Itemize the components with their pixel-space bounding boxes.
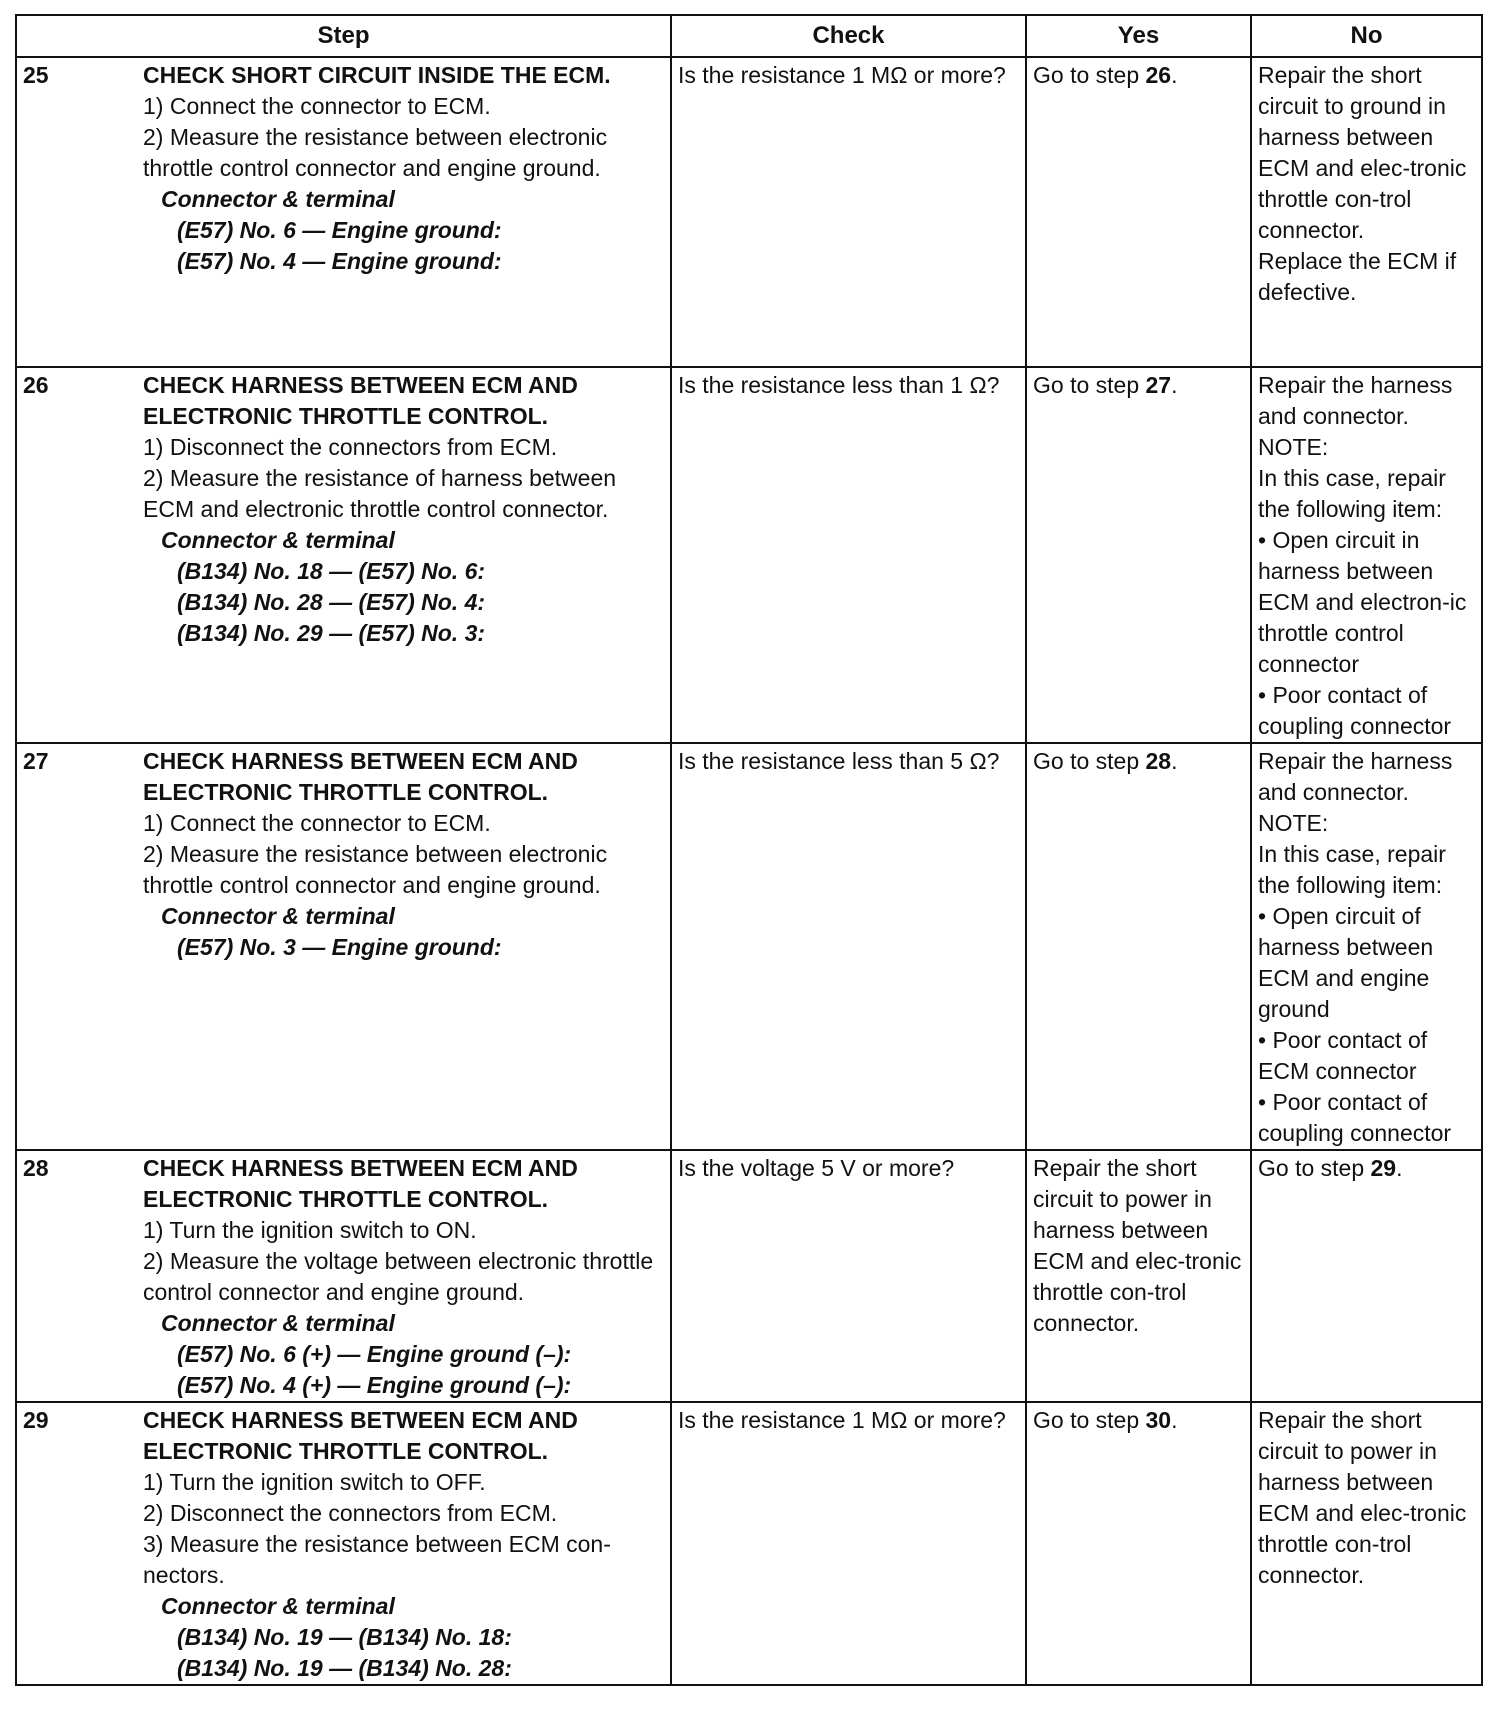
step-instruction: 1) Connect the connector to ECM. — [143, 810, 491, 836]
step-body — [143, 60, 664, 277]
check-cell: Is the resistance less than 5 Ω? — [671, 743, 1026, 1150]
step-number: 29 — [23, 1407, 49, 1433]
step-instruction: 1) Turn the ignition switch to ON. — [143, 1217, 477, 1243]
check-cell: Is the resistance 1 MΩ or more? — [671, 1402, 1026, 1685]
header-step: Step — [16, 15, 671, 57]
step-instruction: 3) Measure the resistance between ECM con-nectors. — [143, 1531, 611, 1588]
step-body — [143, 370, 664, 649]
no-action-line: • Poor contact of coupling connector — [1258, 682, 1452, 739]
connector-terminal-heading: Connector & terminal — [161, 1593, 395, 1619]
connector-terminal-heading: Connector & terminal — [161, 903, 395, 929]
connector-terminal-heading: Connector & terminal — [161, 527, 395, 553]
no-action-line: • Poor contact of ECM connector — [1258, 1027, 1428, 1084]
header-no: No — [1251, 15, 1482, 57]
no-action-line: Repair the short circuit to power in harness between ECM and elec-tronic throttle con-trol connector. — [1258, 1407, 1467, 1588]
step-cell — [16, 367, 671, 743]
step-wrap — [23, 60, 664, 277]
connector-terminal-item: (B134) No. 19 — (B134) No. 28: — [177, 1655, 512, 1681]
step-instruction: 1) Connect the connector to ECM. — [143, 93, 491, 119]
step-body — [143, 1153, 664, 1401]
no-cell — [1251, 367, 1482, 743]
step-instruction: 2) Measure the resistance of harness between ECM and electronic throttle control connector. — [143, 465, 617, 522]
yes-step-number: 30 — [1145, 1407, 1172, 1433]
no-action-line: Repair the harness and connector. — [1258, 748, 1453, 805]
connector-terminal-item: (B134) No. 19 — (B134) No. 18: — [177, 1624, 512, 1650]
no-cell — [1251, 743, 1482, 1150]
check-cell: Is the resistance less than 1 Ω? — [671, 367, 1026, 743]
step-title: ELECTRONIC THROTTLE CONTROL. — [143, 1438, 549, 1464]
step-number: 26 — [23, 372, 49, 398]
step-number: 27 — [23, 748, 49, 774]
connector-terminal-item: (E57) No. 6 — Engine ground: — [177, 217, 502, 243]
check-cell: Is the resistance 1 MΩ or more? — [671, 57, 1026, 367]
step-instruction: 2) Measure the resistance between electronic throttle control connector and engine ground. — [143, 841, 608, 898]
connector-terminal-item: (E57) No. 6 (+) — Engine ground (–): — [177, 1341, 572, 1367]
no-action-line: NOTE: — [1258, 434, 1329, 460]
step-wrap — [23, 370, 664, 649]
step-title: CHECK HARNESS BETWEEN ECM AND — [143, 748, 578, 774]
step-instruction: 2) Measure the resistance between electronic throttle control connector and engine ground. — [143, 124, 608, 181]
step-instruction: 1) Turn the ignition switch to OFF. — [143, 1469, 486, 1495]
step-number: 28 — [23, 1155, 49, 1181]
table-row — [16, 1402, 1482, 1685]
table-row — [16, 367, 1482, 743]
connector-terminal-item: (E57) No. 4 — Engine ground: — [177, 248, 502, 274]
yes-cell: Go to step 28. — [1026, 743, 1251, 1150]
step-cell — [16, 743, 671, 1150]
header-row — [16, 15, 1482, 57]
diagnostic-table — [15, 14, 1483, 1686]
step-wrap — [23, 1153, 664, 1401]
connector-terminal-heading: Connector & terminal — [161, 186, 395, 212]
step-wrap — [23, 1405, 664, 1684]
connector-terminal-item: (B134) No. 29 — (E57) No. 3: — [177, 620, 486, 646]
yes-cell: Go to step 26. — [1026, 57, 1251, 367]
no-cell — [1251, 1402, 1482, 1685]
step-body — [143, 1405, 664, 1684]
step-instruction: 2) Disconnect the connectors from ECM. — [143, 1500, 558, 1526]
step-title: CHECK HARNESS BETWEEN ECM AND — [143, 1155, 578, 1181]
step-title: CHECK HARNESS BETWEEN ECM AND — [143, 1407, 578, 1433]
header-yes: Yes — [1026, 15, 1251, 57]
table-row — [16, 57, 1482, 367]
step-title: CHECK SHORT CIRCUIT INSIDE THE ECM. — [143, 62, 611, 88]
step-title: ELECTRONIC THROTTLE CONTROL. — [143, 1186, 549, 1212]
step-instruction: 2) Measure the voltage between electronic throttle control connector and engine ground. — [143, 1248, 654, 1305]
step-number: 25 — [23, 62, 49, 88]
no-action-line: • Open circuit in harness between ECM and electron-ic throttle control connector — [1258, 527, 1467, 677]
step-body — [143, 746, 664, 963]
yes-step-number: 26 — [1145, 62, 1172, 88]
table-row — [16, 1150, 1482, 1402]
step-instruction: 1) Disconnect the connectors from ECM. — [143, 434, 558, 460]
connector-terminal-item: (E57) No. 4 (+) — Engine ground (–): — [177, 1372, 572, 1398]
no-cell: Go to step 29. — [1251, 1150, 1482, 1402]
no-action-line: Repair the harness and connector. — [1258, 372, 1453, 429]
yes-cell: Go to step 27. — [1026, 367, 1251, 743]
table-row — [16, 743, 1482, 1150]
no-action-line: NOTE: — [1258, 810, 1329, 836]
no-action-line: In this case, repair the following item: — [1258, 841, 1446, 898]
connector-terminal-item: (B134) No. 18 — (E57) No. 6: — [177, 558, 486, 584]
header-check: Check — [671, 15, 1026, 57]
step-title: CHECK HARNESS BETWEEN ECM AND — [143, 372, 578, 398]
yes-step-number: 27 — [1145, 372, 1172, 398]
no-action-line: • Open circuit of harness between ECM and engine ground — [1258, 903, 1434, 1022]
yes-cell: Go to step 30. — [1026, 1402, 1251, 1685]
connector-terminal-heading: Connector & terminal — [161, 1310, 395, 1336]
step-wrap — [23, 746, 664, 963]
check-cell: Is the voltage 5 V or more? — [671, 1150, 1026, 1402]
step-title: ELECTRONIC THROTTLE CONTROL. — [143, 779, 549, 805]
step-cell — [16, 1150, 671, 1402]
no-action-line: Repair the short circuit to ground in harness between ECM and elec-tronic throttle con-trol connector. — [1258, 62, 1467, 243]
no-action-line: Replace the ECM if defective. — [1258, 248, 1457, 305]
no-step-number: 29 — [1370, 1155, 1397, 1181]
yes-cell: Repair the short circuit to power in harness between ECM and elec-tronic throttle con-trol connector. — [1026, 1150, 1251, 1402]
no-action-line: In this case, repair the following item: — [1258, 465, 1446, 522]
connector-terminal-item: (E57) No. 3 — Engine ground: — [177, 934, 502, 960]
no-action-line: • Poor contact of coupling connector — [1258, 1089, 1452, 1146]
no-cell — [1251, 57, 1482, 367]
yes-step-number: 28 — [1145, 748, 1172, 774]
step-title: ELECTRONIC THROTTLE CONTROL. — [143, 403, 549, 429]
step-cell — [16, 1402, 671, 1685]
step-cell — [16, 57, 671, 367]
connector-terminal-item: (B134) No. 28 — (E57) No. 4: — [177, 589, 486, 615]
